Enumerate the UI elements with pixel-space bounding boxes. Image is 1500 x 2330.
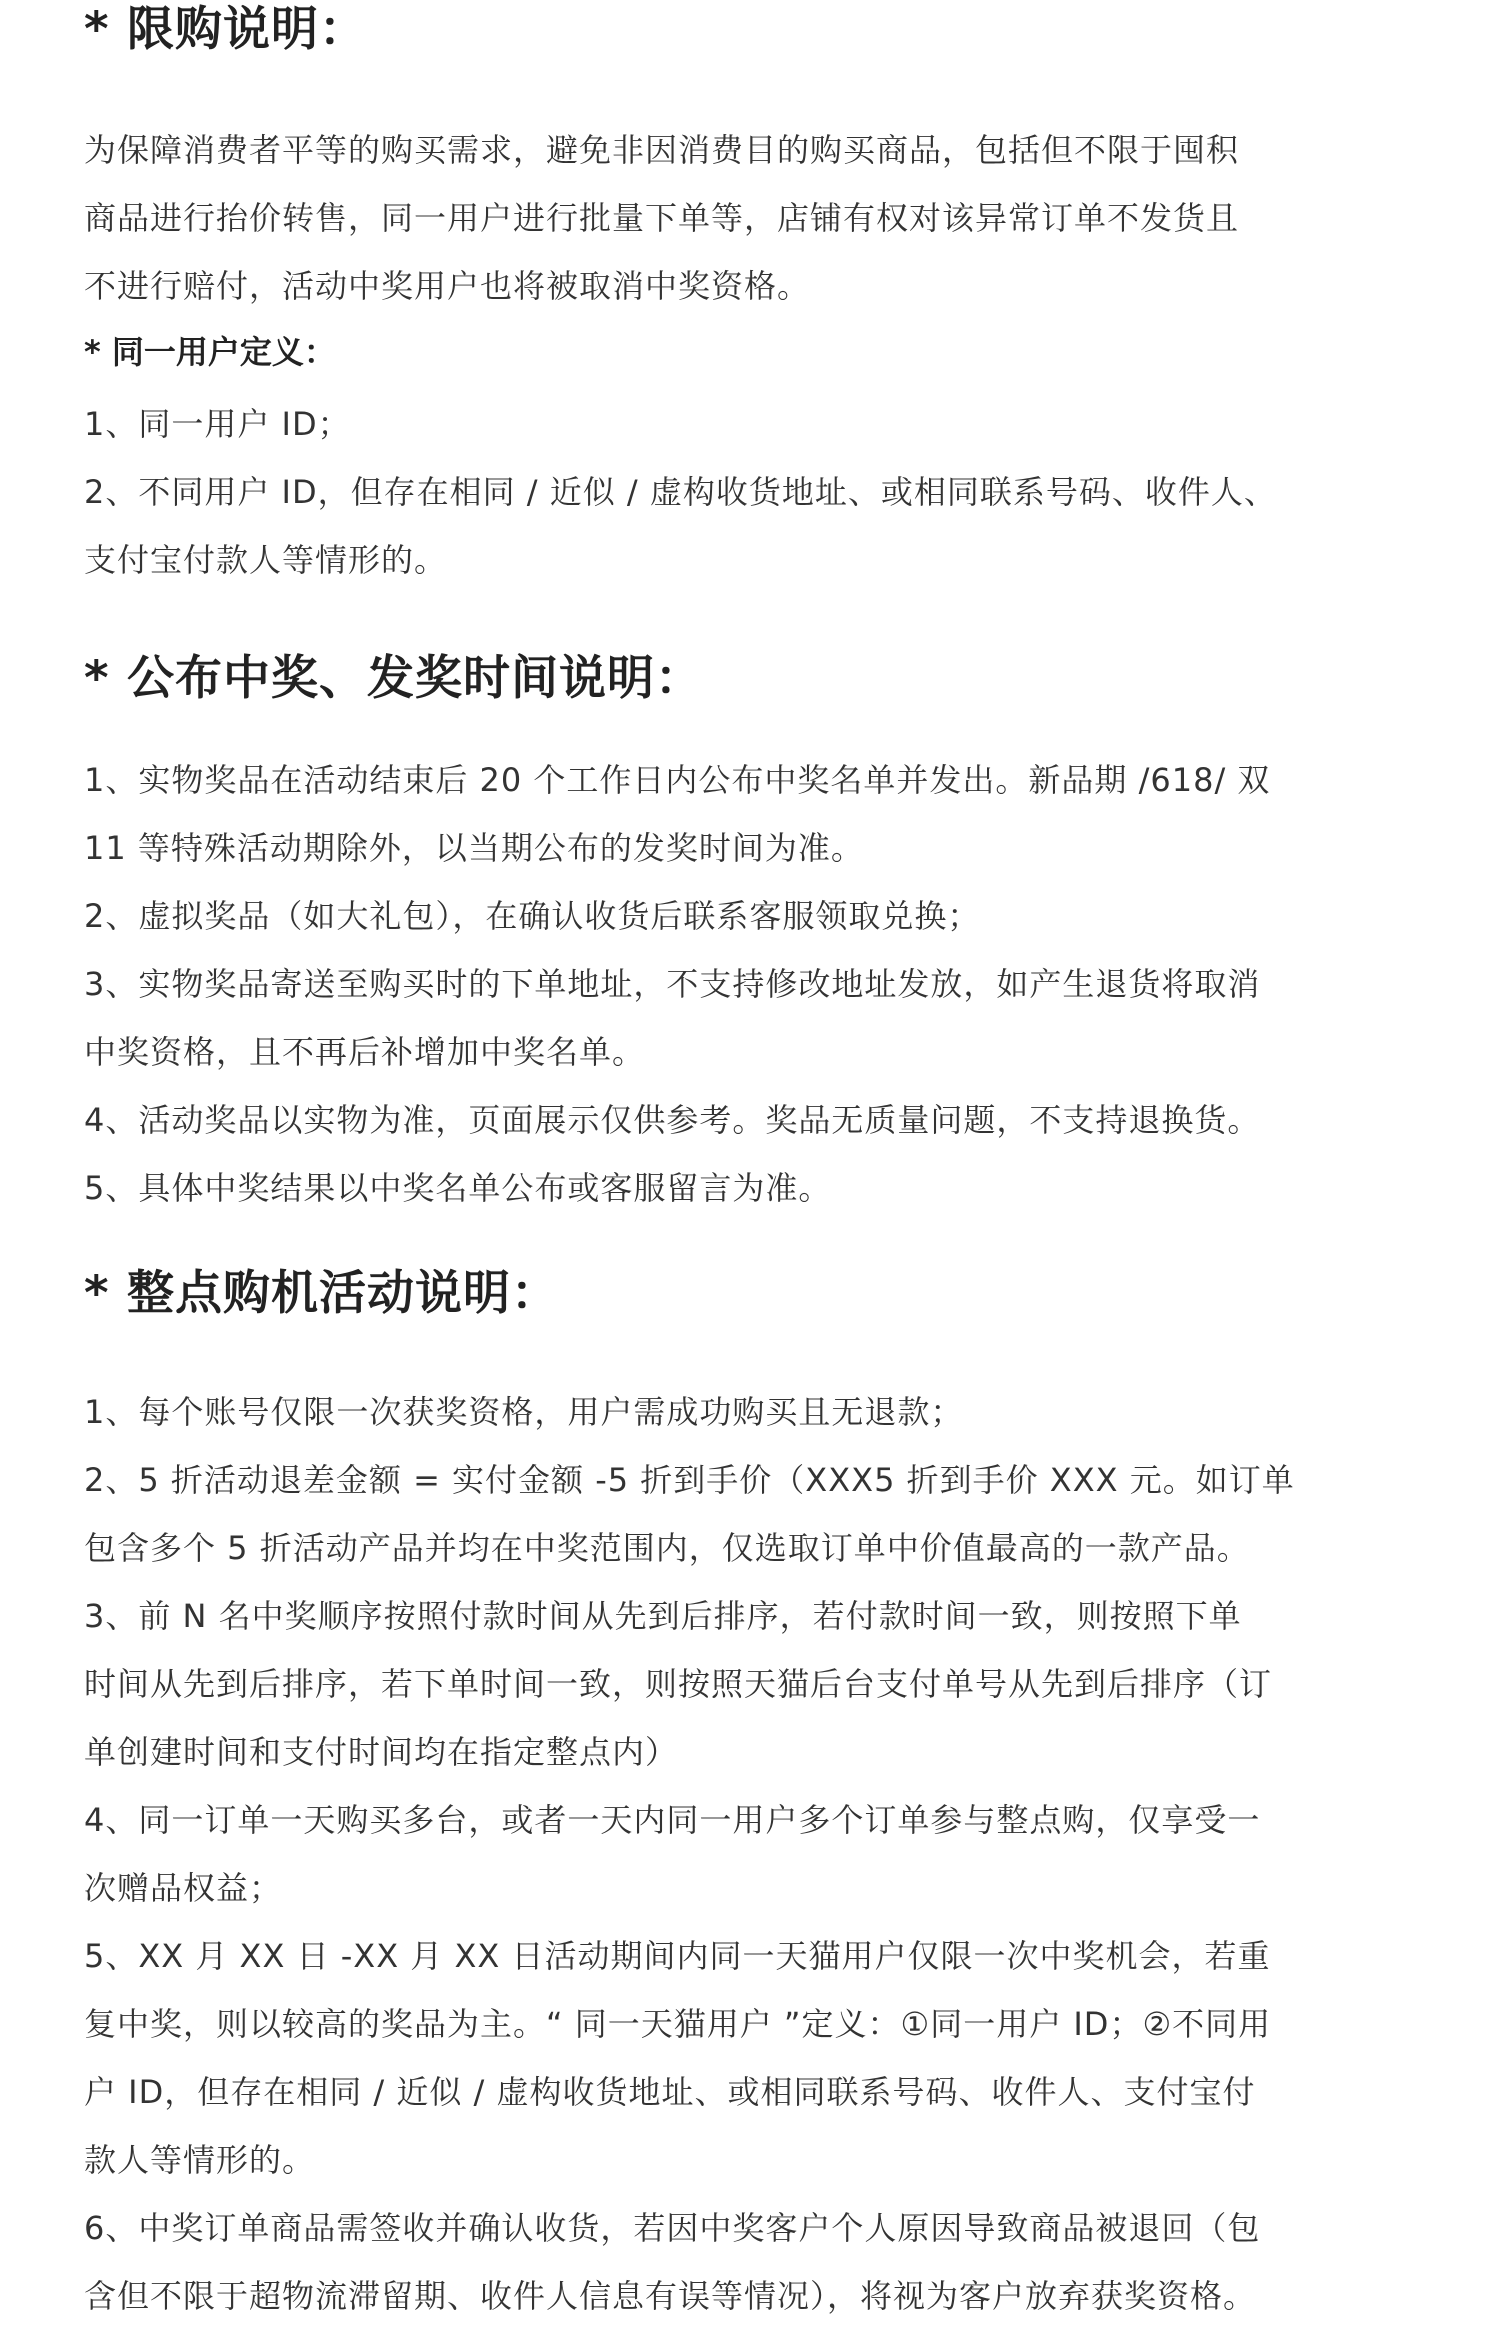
hourly-rule-line: 3、前 N 名中奖顺序按照付款时间从先到后排序，若付款时间一致，则按照下单 (84, 1597, 1242, 1635)
award-rule-line: 11 等特殊活动期除外，以当期公布的发奖时间为准。 (84, 829, 864, 867)
same-user-definition-paragraph (84, 390, 1444, 594)
definition-line: 2、不同用户 ID，但存在相同 / 近似 / 虚构收货地址、或相同联系号码、收件人、 (84, 473, 1277, 511)
award-rule-line: 中奖资格，且不再后补增加中奖名单。 (84, 1033, 646, 1071)
limit-intro-paragraph (84, 116, 1444, 320)
hourly-rule-line: 6、中奖订单商品需签收并确认收货，若因中奖客户个人原因导致商品被退回（包 (84, 2209, 1261, 2247)
hourly-rule-line: 复中奖，则以较高的奖品为主。“ 同一天猫用户 ”定义：①同一用户 ID；②不同用 (84, 2005, 1272, 2043)
hourly-rule-line: 户 ID，但存在相同 / 近似 / 虚构收货地址、或相同联系号码、收件人、支付宝付 (84, 2073, 1256, 2111)
hourly-rule-line: 含但不限于超物流滞留期、收件人信息有误等情况），将视为客户放弃获奖资格。 (84, 2277, 1257, 2315)
hourly-rule-line: 2、5 折活动退差金额 = 实付金额 -5 折到手价（XXX5 折到手价 XXX 元。如订单 (84, 1461, 1295, 1499)
hourly-rule-line: 包含多个 5 折活动产品并均在中奖范围内，仅选取订单中价值最高的一款产品。 (84, 1529, 1250, 1567)
award-rule-line: 4、活动奖品以实物为准，页面展示仅供参考。奖品无质量问题，不支持退换货。 (84, 1101, 1261, 1139)
award-rule-line: 1、实物奖品在活动结束后 20 个工作日内公布中奖名单并发出。新品期 /618/ 双 (84, 761, 1271, 799)
hourly-rule-line: 次赠品权益； (84, 1869, 283, 1907)
hourly-rule-line: 5、XX 月 XX 日 -XX 月 XX 日活动期间内同一天猫用户仅限一次中奖机会，若重 (84, 1937, 1271, 1975)
hourly-rules-paragraph (84, 1378, 1444, 2330)
definition-line: 1、同一用户 ID； (84, 405, 351, 443)
limit-intro-line: 不进行赔付，活动中奖用户也将被取消中奖资格。 (84, 267, 811, 305)
award-rule-line: 5、具体中奖结果以中奖名单公布或客服留言为准。 (84, 1169, 832, 1207)
definition-line: 支付宝付款人等情形的。 (84, 541, 448, 579)
hourly-rule-line: 单创建时间和支付时间均在指定整点内） (84, 1733, 679, 1771)
limit-intro-line: 为保障消费者平等的购买需求，避免非因消费目的购买商品，包括但不限于囤积 (84, 131, 1240, 169)
hourly-rule-line: 款人等情形的。 (84, 2141, 316, 2179)
hourly-rule-line: 时间从先到后排序，若下单时间一致，则按照天猫后台支付单号从先到后排序（订 (84, 1665, 1273, 1703)
limit-intro-line: 商品进行抬价转售，同一用户进行批量下单等，店铺有权对该异常订单不发货且 (84, 199, 1240, 237)
same-user-definition-title: * 同一用户定义： (84, 333, 336, 371)
hourly-section-title: * 整点购机活动说明： (84, 1266, 559, 1321)
award-section-title: * 公布中奖、发奖时间说明： (84, 651, 703, 706)
award-rule-line: 2、虚拟奖品（如大礼包），在确认收货后联系客服领取兑换； (84, 897, 981, 935)
hourly-rule-line: 4、同一订单一天购买多台，或者一天内同一用户多个订单参与整点购，仅享受一 (84, 1801, 1261, 1839)
hourly-rule-line: 1、每个账号仅限一次获奖资格，用户需成功购买且无退款； (84, 1393, 964, 1431)
limit-section-title: * 限购说明： (84, 2, 367, 57)
award-rules-paragraph (84, 746, 1444, 1222)
award-rule-line: 3、实物奖品寄送至购买时的下单地址，不支持修改地址发放，如产生退货将取消 (84, 965, 1261, 1003)
